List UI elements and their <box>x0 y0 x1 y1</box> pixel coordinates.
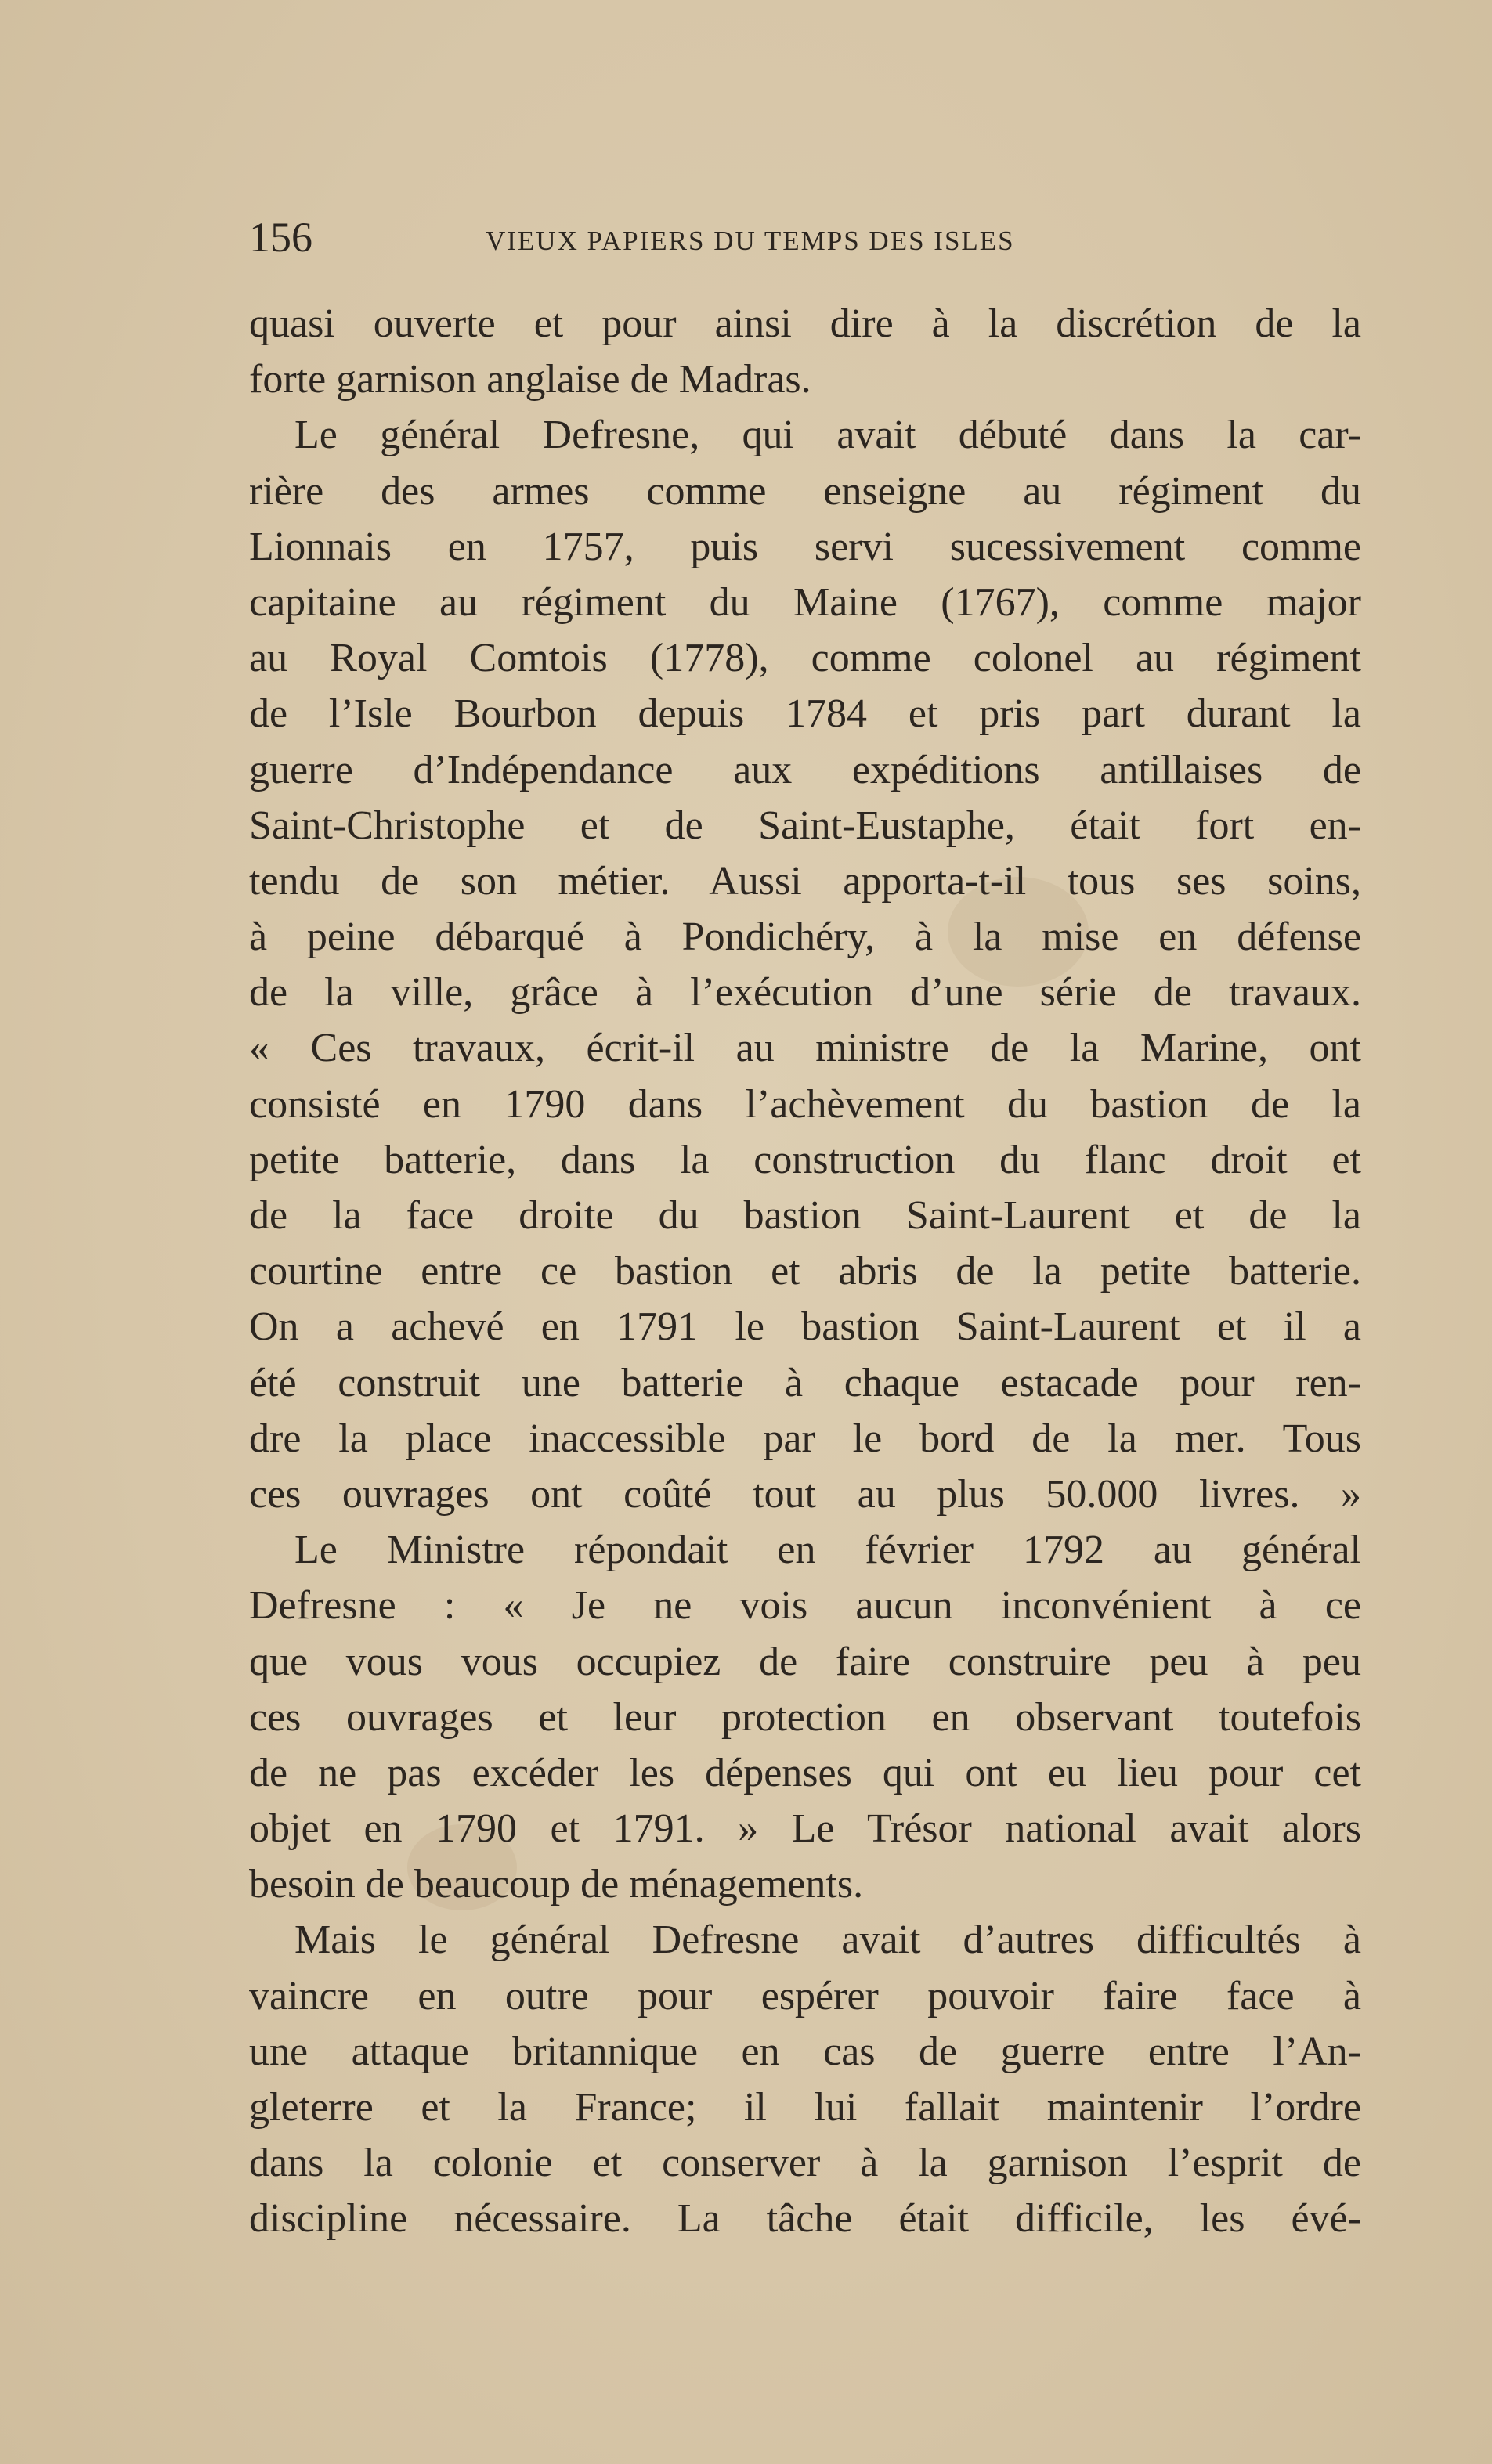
text-line: forte garnison anglaise de Madras. <box>249 357 811 402</box>
text-line: de la ville, grâce à l’exécution d’une série de travaux. <box>249 970 1361 1016</box>
text-line: Saint-Christophe et de Saint-Eustaphe, était fort en- <box>249 803 1361 848</box>
text-line: de l’Isle Bourbon depuis 1784 et pris part durant la <box>249 691 1361 737</box>
text-line: discipline nécessaire. La tâche était difficile, les évé- <box>249 2196 1361 2242</box>
page-number: 156 <box>249 214 312 261</box>
text-line: Le Ministre répondait en février 1792 au général <box>294 1528 1361 1573</box>
text-line: On a achevé en 1791 le bastion Saint-Laurent et il a <box>249 1304 1361 1350</box>
text-line: gleterre et la France; il lui fallait maintenir l’ordre <box>249 2085 1361 2130</box>
body-text <box>249 296 1361 2247</box>
text-line: rière des armes comme enseigne au régiment du <box>249 468 1361 514</box>
text-line: guerre d’Indépendance aux expéditions antillaises de <box>249 747 1361 792</box>
text-line: Defresne : « Je ne vois aucun inconvénient à ce <box>249 1583 1361 1629</box>
page-header <box>249 210 1361 265</box>
text-line: capitaine au régiment du Maine (1767), comme major <box>249 579 1361 625</box>
text-line: au Royal Comtois (1778), comme colonel au régiment <box>249 636 1361 681</box>
text-line: dre la place inaccessible par le bord de la mer. Tous <box>249 1416 1361 1461</box>
text-line: Mais le général Defresne avait d’autres difficultés à <box>294 1917 1361 1963</box>
text-line: besoin de beaucoup de ménagements. <box>249 1862 864 1907</box>
text-line: de la face droite du bastion Saint-Laurent et de la <box>249 1193 1361 1238</box>
text-line: quasi ouverte et pour ainsi dire à la discrétion de la <box>249 301 1361 346</box>
text-line: objet en 1790 et 1791. » Le Trésor national avait alors <box>249 1806 1361 1852</box>
text-line: « Ces travaux, écrit-il au ministre de la Marine, ont <box>249 1026 1361 1071</box>
text-line: consisté en 1790 dans l’achèvement du bastion de la <box>249 1081 1361 1127</box>
text-line: vaincre en outre pour espérer pouvoir faire face à <box>249 1973 1361 2018</box>
text-line: de ne pas excéder les dépenses qui ont eu lieu pour cet <box>249 1750 1361 1795</box>
text-line: tendu de son métier. Aussi apporta-t-il tous ses soins, <box>249 858 1361 904</box>
text-line: petite batterie, dans la construction du flanc droit et <box>249 1137 1361 1182</box>
text-line: une attaque britannique en cas de guerre entre l’An- <box>249 2029 1361 2074</box>
text-line: Le général Defresne, qui avait débuté dans la car- <box>294 413 1361 458</box>
text-line: ces ouvrages ont coûté tout au plus 50.000 livres. » <box>249 1471 1361 1517</box>
text-line: à peine débarqué à Pondichéry, à la mise en défense <box>249 915 1361 960</box>
text-line: que vous vous occupiez de faire construire peu à peu <box>249 1639 1361 1684</box>
text-line: courtine entre ce bastion et abris de la petite batterie. <box>249 1249 1361 1294</box>
text-line: Lionnais en 1757, puis servi sucessivement comme <box>249 524 1361 569</box>
text-line: ces ouvrages et leur protection en observant toutefois <box>249 1694 1361 1740</box>
running-title: VIEUX PAPIERS DU TEMPS DES ISLES <box>486 225 1015 256</box>
text-line: été construit une batterie à chaque estacade pour ren- <box>249 1360 1361 1405</box>
text-line: dans la colonie et conserver à la garnison l’esprit de <box>249 2141 1361 2186</box>
